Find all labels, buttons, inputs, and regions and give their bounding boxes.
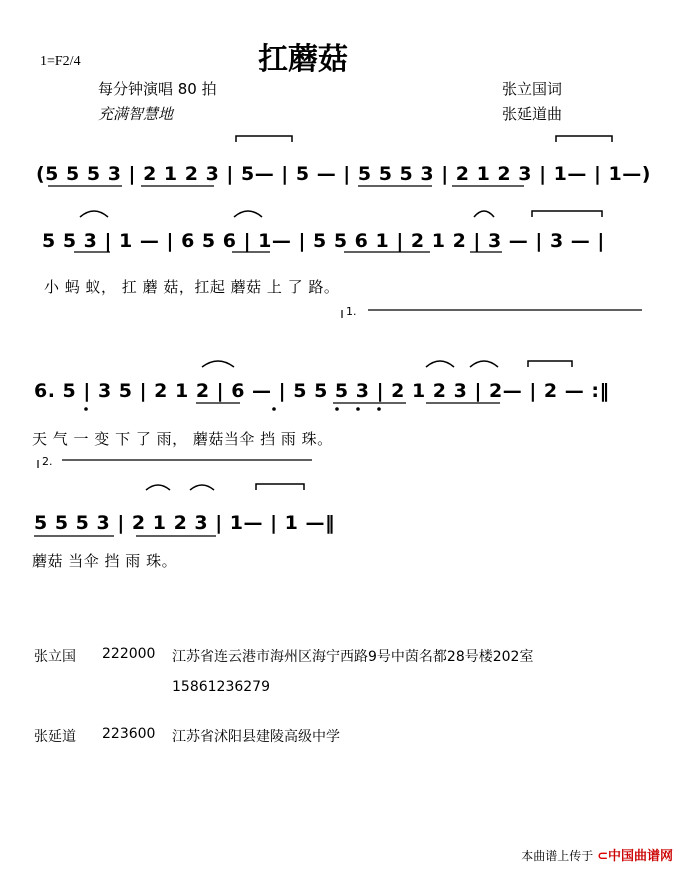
contact-phone: 15861236279	[172, 679, 270, 695]
upload-footer	[521, 845, 673, 864]
lyric-line-2: 小 蚂 蚁， 扛 蘑 菇，扛起 蘑菇 上 了 路。	[44, 278, 340, 296]
song-title: 扛蘑菇	[258, 42, 348, 77]
octave-dot	[272, 407, 276, 411]
slur	[234, 211, 262, 217]
score-line-1: (5 5 5 3 | 2 1 2 3 | 5— | 5 — | 5 5 5 3 | 2 1 2 3 | 1— | 1—)	[36, 163, 651, 185]
octave-dot	[84, 407, 88, 411]
contact-zip: 223600	[102, 726, 156, 742]
octave-dot	[356, 407, 360, 411]
score-line-2: 5 5 3 | 1 — | 6 5 6 | 1— | 5 5 6 1 | 2 1 2 | 3 — | 3 — |	[42, 230, 605, 252]
slur	[190, 485, 214, 490]
score-line-4: 5 5 5 3 | 2 1 2 3 | 1— | 1 —‖	[34, 512, 336, 534]
volta-1-label: 1.	[346, 305, 357, 318]
lyricist-credit: 张立国词	[502, 80, 563, 98]
slur	[528, 361, 572, 367]
lyric-line-3: 天 气 一 变 下 了 雨， 蘑菇当伞 挡 雨 珠。	[32, 430, 333, 448]
slur	[236, 136, 292, 142]
slur	[426, 361, 454, 367]
slur	[80, 211, 108, 217]
slur	[256, 484, 304, 490]
mood-marking: 充满智慧地	[98, 105, 174, 123]
slur	[532, 211, 602, 217]
contact-zip: 222000	[102, 646, 156, 662]
contact-address: 江苏省连云港市海州区海宁西路9号中茵名都28号楼202室	[172, 649, 534, 665]
contact-name: 张延道	[34, 729, 76, 745]
slur	[556, 136, 612, 142]
contact-name: 张立国	[34, 649, 76, 665]
contact-address: 江苏省沭阳县建陵高级中学	[172, 729, 340, 745]
slur	[474, 211, 494, 217]
upload-text: 本曲谱上传于	[521, 849, 594, 863]
site-name: 中国曲谱网	[607, 849, 673, 864]
score-line-3: 6. 5 | 3 5 | 2 1 2 | 6 — | 5 5 5 3 | 2 1 2 3 | 2— | 2 — :‖	[34, 380, 610, 402]
slur	[202, 361, 234, 367]
lyric-line-4: 蘑菇 当伞 挡 雨 珠。	[32, 552, 178, 570]
key-signature: 1=F2/4	[40, 54, 81, 69]
octave-dot	[377, 407, 381, 411]
tempo-marking: 每分钟演唱 80 拍	[98, 80, 217, 98]
composer-credit: 张延道曲	[502, 105, 563, 123]
site-logo-icon[interactable]: ⊂中国曲谱网	[597, 849, 673, 864]
octave-dot	[335, 407, 339, 411]
slur	[470, 361, 498, 367]
slur	[146, 485, 170, 490]
volta-2-label: 2.	[42, 455, 53, 468]
